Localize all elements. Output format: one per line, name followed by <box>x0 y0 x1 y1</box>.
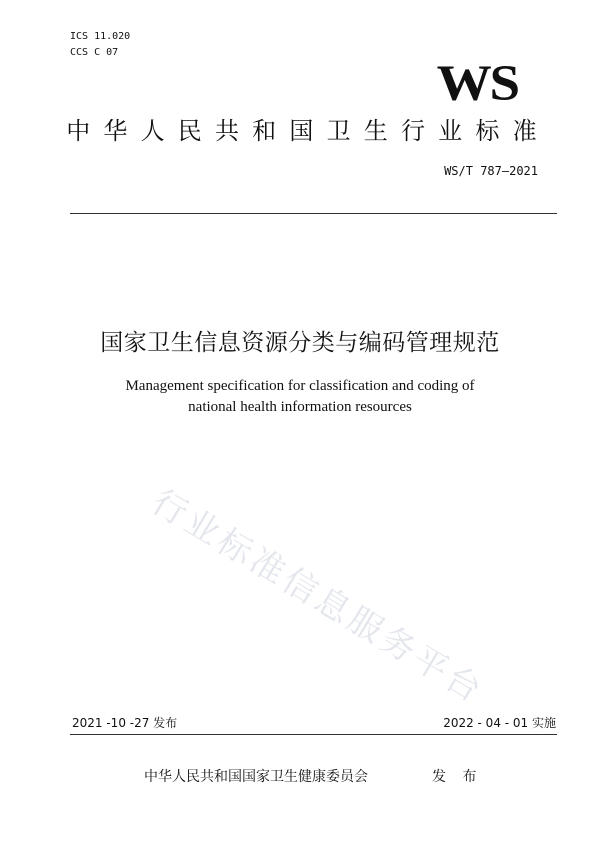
issue-date: 2021 -10 -27 发布 <box>72 716 178 730</box>
bottom-divider <box>70 734 557 735</box>
title-en-line-1: Management specification for classification and coding of <box>125 378 475 394</box>
title-en-line-2: national health information resources <box>188 399 412 415</box>
org-title: 中华人民共和国卫生行业标准 <box>66 117 550 145</box>
standard-number: WS/T 787—2021 <box>444 164 538 178</box>
top-divider <box>70 213 557 214</box>
ccs-code: CCS C 07 <box>70 47 119 58</box>
document-title-cn: 国家卫生信息资源分类与编码管理规范 <box>100 330 500 356</box>
watermark: 行业标准信息服务平台 <box>144 481 492 713</box>
implementation-date: 2022 - 04 - 01 实施 <box>443 716 556 730</box>
publish-label: 发 布 <box>432 769 483 785</box>
document-title-en <box>0 376 600 418</box>
ws-logo: WS <box>436 56 518 112</box>
ics-code: ICS 11.020 <box>70 31 131 42</box>
publisher: 中华人民共和国国家卫生健康委员会 <box>144 769 368 785</box>
